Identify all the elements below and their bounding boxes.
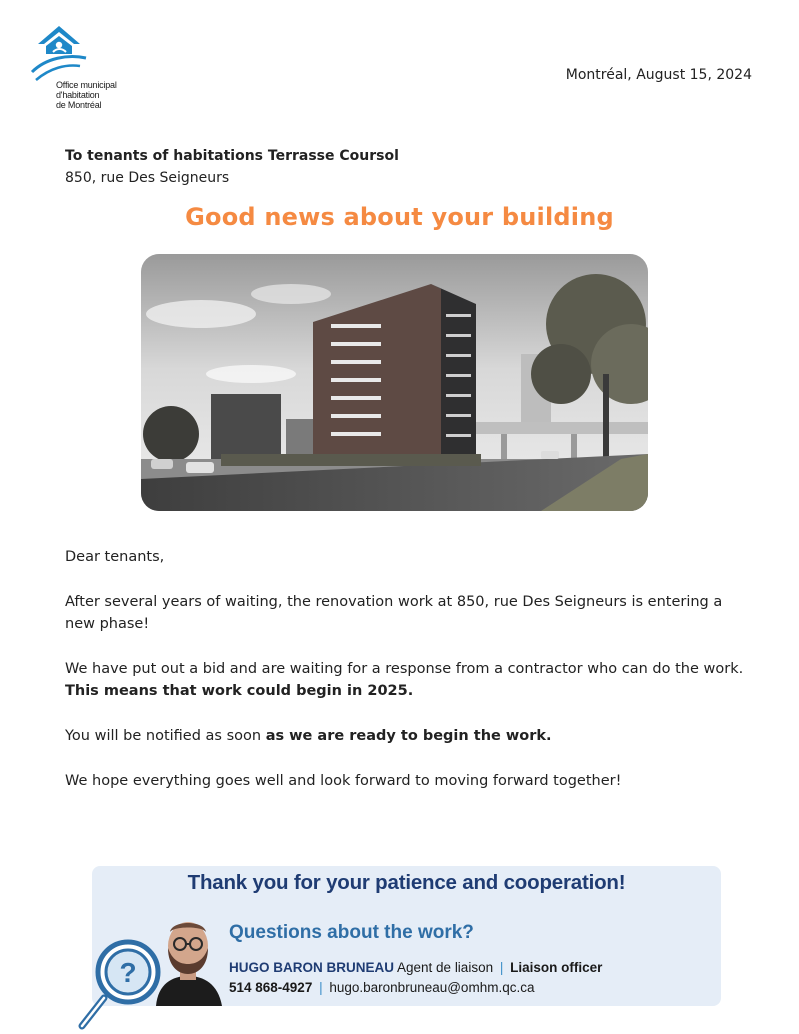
contact-email[interactable]: hugo.baronbruneau@omhm.qc.ca [329,980,535,995]
contact-name: HUGO BARON BRUNEAU [229,960,394,975]
thanks-heading: Thank you for your patience and cooperation! [187,871,626,894]
separator: | [319,980,323,995]
svg-text:?: ? [119,957,137,988]
logo-line-3: de Montréal [56,100,102,110]
contact-details-line [229,980,534,995]
paragraph-4: We hope everything goes well and look forward to moving forward together! [65,773,622,789]
letter-date: Montréal, August 15, 2024 [565,67,752,83]
letter-body [65,546,745,815]
building-rendering-photo-icon [141,254,648,511]
page-title: Good news about your building [185,203,614,231]
omhm-house-icon [28,24,90,84]
building-photo [141,254,648,511]
contact-name-line [229,960,602,975]
paragraph-3-text: You will be notified as soon [65,728,266,744]
question-magnifier-icon [74,936,170,1032]
recipient-block [65,145,399,189]
questions-heading: Questions about the work? [229,922,474,943]
paragraph-2 [65,658,745,702]
paragraph-2-bold: This means that work could begin in 2025. [65,683,414,699]
paragraph-3-bold: as we are ready to begin the work. [265,728,552,744]
recipient-address: 850, rue Des Seigneurs [65,170,230,186]
contact-role-en: Liaison officer [510,960,603,975]
recipient-name: To tenants of habitations Terrasse Coursol [65,148,399,164]
logo-text [56,80,146,110]
logo-line-2: d'habitation [56,90,100,100]
contact-role-fr: Agent de liaison [397,960,494,975]
separator: | [499,960,504,975]
omhm-logo [26,24,136,114]
contact-phone[interactable]: 514 868-4927 [229,980,313,995]
paragraph-3 [65,725,745,747]
greeting: Dear tenants, [65,549,165,565]
logo-line-1: Office municipal [56,80,117,90]
paragraph-2-text: We have put out a bid and are waiting for a response from a contractor who can do the work. [65,661,744,677]
paragraph-1: After several years of waiting, the renovation work at 850, rue Des Seigneurs is entering a new phase! [65,594,723,632]
